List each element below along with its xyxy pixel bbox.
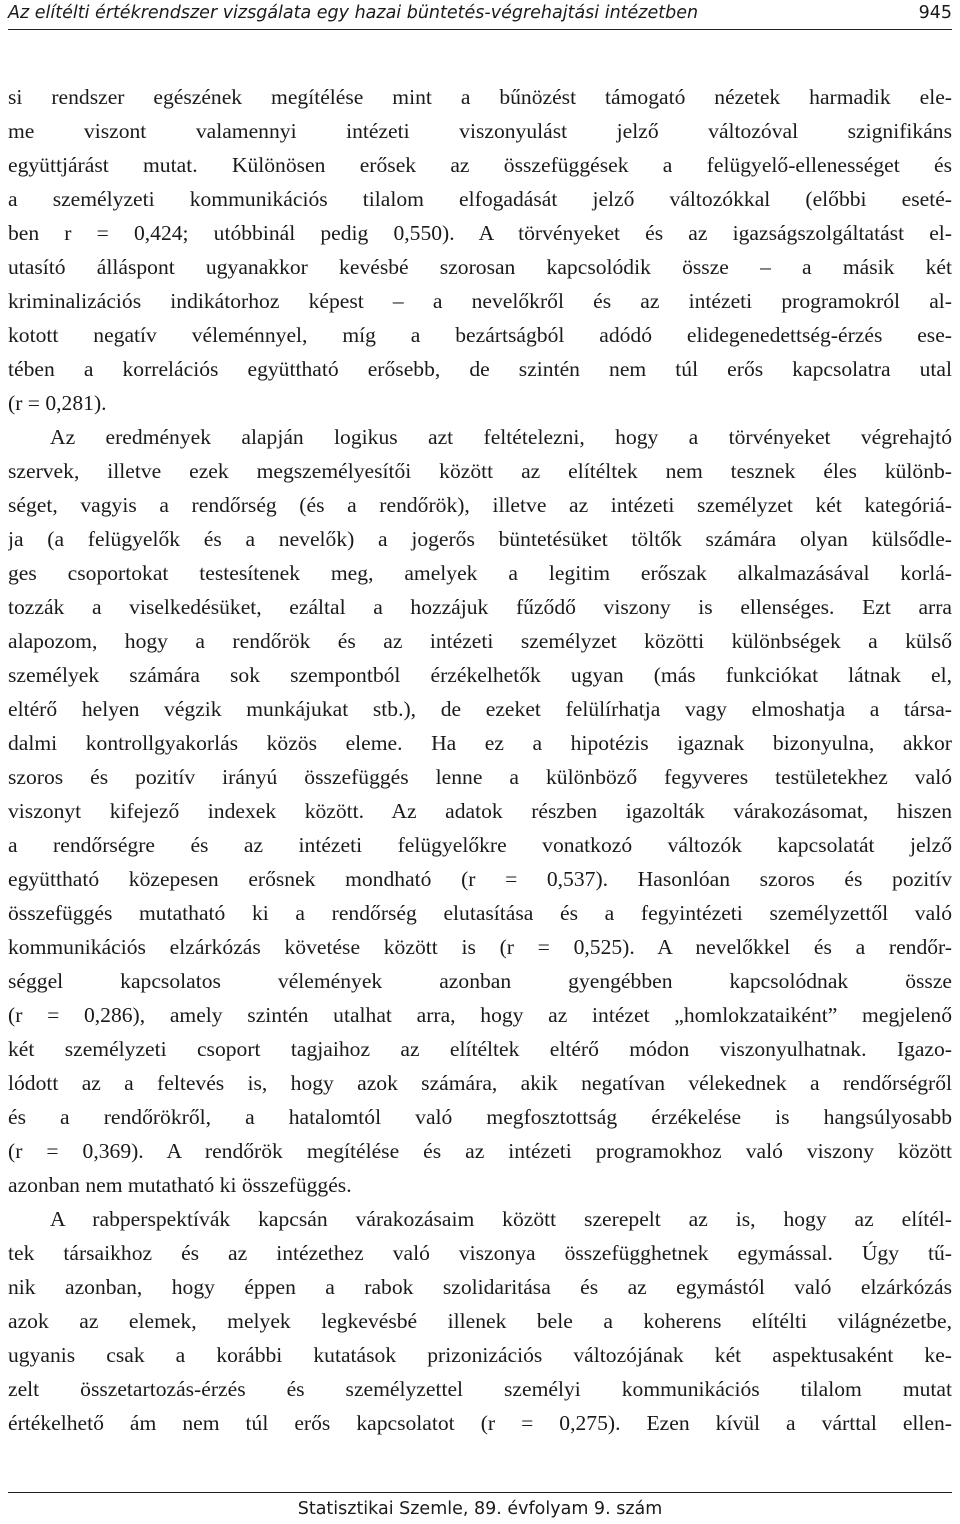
text-line: kotott negatív véleménnyel, míg a bezártságból adódó elidegenedettség-érzés ese- bbox=[8, 323, 952, 347]
text-line: eltérő helyen végzik munkájukat stb.), de ezeket felülírhatja vagy elmoshatja a társa- bbox=[8, 697, 952, 721]
running-title: Az elítélti értékrendszer vizsgálata egy hazai büntetés-végrehajtási intézetben bbox=[8, 3, 699, 23]
text-line: (r = 0,369). A rendőrök megítélése és az intézeti programokhoz való viszony között bbox=[8, 1139, 952, 1163]
text-line: viszonyt kifejező indexek között. Az adatok részben igazolták várakozásomat, hiszen bbox=[8, 799, 952, 823]
text-line: a rendőrségre és az intézeti felügyelőkre vonatkozó változók kapcsolatát jelző bbox=[8, 833, 952, 857]
text-line: szoros és pozitív irányú összefüggés lenne a különböző fegyveres testületekhez való bbox=[8, 765, 952, 789]
text-line: ugyanis csak a korábbi kutatások prizonizációs változójának két aspektusaként ke- bbox=[8, 1343, 952, 1367]
text-line: utasító álláspont ugyanakkor kevésbé szorosan kapcsolódik össze – a másik két bbox=[8, 255, 952, 279]
page-footer bbox=[0, 1494, 960, 1524]
text-line: tek társaikhoz és az intézethez való viszonya összefügghetnek egymással. Úgy tű- bbox=[8, 1241, 952, 1265]
text-line: tében a korrelációs együttható erősebb, de szintén nem túl erős kapcsolatra utal bbox=[8, 357, 952, 381]
text-line: zelt összetartozás-érzés és személyzettel személyi kommunikációs tilalom mutat bbox=[8, 1377, 952, 1401]
page-header bbox=[8, 0, 952, 28]
text-line: értékelhető ám nem túl erős kapcsolatot (r = 0,275). Ezen kívül a várttal ellen- bbox=[8, 1411, 952, 1435]
text-line: séggel kapcsolatos vélemények azonban gyengébben kapcsolódnak össze bbox=[8, 969, 952, 993]
text-line: si rendszer egészének megítélése mint a bűnözést támogató nézetek harmadik ele- bbox=[8, 85, 952, 109]
text-line: A rabperspektívák kapcsán várakozásaim között szerepelt az is, hogy az elítél- bbox=[50, 1207, 952, 1231]
text-line: szervek, illetve ezek megszemélyesítői között az elítéltek nem tesznek éles különb- bbox=[8, 459, 952, 483]
text-line: személyek számára sok szempontból érzékelhetők ugyan (más funkciókat látnak el, bbox=[8, 663, 952, 687]
text-line: kommunikációs elzárkózás követése között is (r = 0,525). A nevelőkkel és a rendőr- bbox=[8, 935, 952, 959]
text-line: alapozom, hogy a rendőrök és az intézeti személyzet közötti különbségek a külső bbox=[8, 629, 952, 653]
footer-rule bbox=[8, 1492, 952, 1493]
text-line: ges csoportokat testesítenek meg, amelyek a legitim erőszak alkalmazásával korlá- bbox=[8, 561, 952, 585]
text-line: kriminalizációs indikátorhoz képest – a nevelőkről és az intézeti programokról al- bbox=[8, 289, 952, 313]
text-line: két személyzeti csoport tagjaihoz az elítéltek eltérő módon viszonyulhatnak. Igazo- bbox=[8, 1037, 952, 1061]
text-line: ja (a felügyelők és a nevelők) a jogerős büntetésüket töltők számára olyan külsődle- bbox=[8, 527, 952, 551]
text-line: Az eredmények alapján logikus azt feltételezni, hogy a törvényeket végrehajtó bbox=[50, 425, 952, 449]
text-line: együttjárást mutat. Különösen erősek az összefüggések a felügyelő-ellenességet és bbox=[8, 153, 952, 177]
text-line: és a rendőrökről, a hatalomtól való megfosztottság érzékelése is hangsúlyosabb bbox=[8, 1105, 952, 1129]
text-line: dalmi kontrollgyakorlás közös eleme. Ha ez a hipotézis igaznak bizonyulna, akkor bbox=[8, 731, 952, 755]
text-line: nik azonban, hogy éppen a rabok szolidaritása és az egymástól való elzárkózás bbox=[8, 1275, 952, 1299]
text-line: (r = 0,281). bbox=[8, 391, 107, 415]
text-line: lódott az a feltevés is, hogy azok számára, akik negatívan vélekednek a rendőrségről bbox=[8, 1071, 952, 1095]
page-number: 945 bbox=[918, 3, 952, 23]
text-line: együttható közepesen erősnek mondható (r = 0,537). Hasonlóan szoros és pozitív bbox=[8, 867, 952, 891]
text-line: azonban nem mutatható ki összefüggés. bbox=[8, 1173, 352, 1197]
body-text bbox=[8, 80, 952, 1440]
text-line: a személyzeti kommunikációs tilalom elfogadását jelző változókkal (előbbi eseté- bbox=[8, 187, 952, 211]
text-line: séget, vagyis a rendőrség (és a rendőrök), illetve az intézeti személyzet két kategóriá- bbox=[8, 493, 952, 517]
journal-reference: Statisztikai Szemle, 89. évfolyam 9. szám bbox=[297, 1499, 663, 1519]
header-rule bbox=[8, 29, 952, 30]
text-line: ben r = 0,424; utóbbinál pedig 0,550). A törvényeket és az igazságszolgáltatást el- bbox=[8, 221, 952, 245]
text-line: azok az elemek, melyek legkevésbé illenek bele a koherens elítélti világnézetbe, bbox=[8, 1309, 952, 1333]
text-line: (r = 0,286), amely szintén utalhat arra, hogy az intézet „homlokzataiként” megjelenő bbox=[8, 1003, 952, 1027]
text-line: összefüggés mutatható ki a rendőrség elutasítása és a fegyintézeti személyzettől való bbox=[8, 901, 952, 925]
text-line: me viszont valamennyi intézeti viszonyulást jelző változóval szignifikáns bbox=[8, 119, 952, 143]
text-line: tozzák a viselkedésüket, ezáltal a hozzájuk fűződő viszony is ellenséges. Ezt arra bbox=[8, 595, 952, 619]
